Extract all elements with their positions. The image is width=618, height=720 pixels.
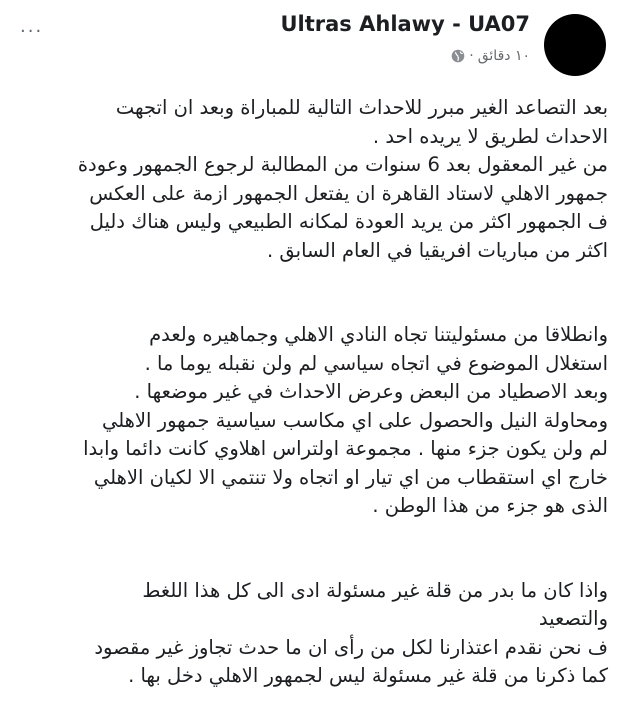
post-text bbox=[10, 94, 608, 691]
globe-icon[interactable] bbox=[451, 49, 465, 63]
post-line: من غير المعقول بعد 6 سنوات من المطالبة لرجوع الجمهور وعودة bbox=[77, 153, 608, 176]
post-line: وانطلاقا من مسئوليتنا تجاه النادي الاهلي وجماهيره ولعدم bbox=[149, 323, 608, 346]
post-line: وبعد الاصطياد من البعض وعرض الاحداث في غير موضعها . bbox=[134, 380, 608, 403]
post-line: خارج اي استقطاب من اي تيار او اتجاه ولا تنتمي الا لكيان الاهلي bbox=[93, 465, 608, 489]
post-line: الاحداث لطريق لا يريده احد . bbox=[372, 124, 608, 148]
post-line: كما ذكرنا من قلة غير مسئولة ليس لجمهور الاهلي دخل بها . bbox=[128, 664, 608, 687]
post-line: لم ولن يكون جزء منها . مجموعة اولتراس اهلاوي كانت دائما وابدا bbox=[83, 437, 608, 460]
post-time[interactable]: ١٠ دقائق bbox=[477, 48, 530, 64]
post-meta bbox=[451, 48, 530, 64]
post-header bbox=[0, 0, 618, 90]
post-line: الذى هو جزء من هذا الوطن . bbox=[372, 494, 608, 517]
paragraph-gap bbox=[10, 521, 608, 549]
post-line: جمهور الاهلي لاستاد القاهرة ان يفتعل الجمهور ازمة على العكس bbox=[89, 181, 608, 205]
more-options-button[interactable]: ... bbox=[20, 16, 44, 37]
author-name[interactable]: Ultras Ahlawy - UA07 bbox=[280, 12, 530, 36]
post-line: والتصعيد bbox=[538, 607, 608, 630]
post-line: استغلال الموضوع في اتجاه سياسي لم ولن نقبله يوما ما . bbox=[144, 351, 608, 375]
post-line: بعد التصاعد الغير مبرر للاحداث التالية للمباراة وبعد ان اتجهت bbox=[115, 96, 608, 119]
avatar[interactable] bbox=[544, 14, 606, 76]
paragraph-gap bbox=[10, 265, 608, 293]
paragraph-gap bbox=[10, 549, 608, 577]
meta-separator: · bbox=[469, 48, 474, 64]
post-line: ف الجمهور اكثر من يريد العودة لمكانه الطبيعي وليس هناك دليل bbox=[89, 210, 608, 233]
post-line: واذا كان ما بدر من قلة غير مسئولة ادى الى كل هذا اللغط bbox=[142, 578, 608, 602]
post-line: اكثر من مباريات افريقيا في العام السابق . bbox=[267, 238, 608, 262]
post-line: ومحاولة النيل والحصول على اي مكاسب سياسية جمهور الاهلي bbox=[101, 408, 608, 432]
paragraph-gap bbox=[10, 293, 608, 321]
post-line: ف نحن نقدم اعتذارنا لكل من رأى ان ما حدث تجاوز غير مقصود bbox=[94, 635, 608, 659]
